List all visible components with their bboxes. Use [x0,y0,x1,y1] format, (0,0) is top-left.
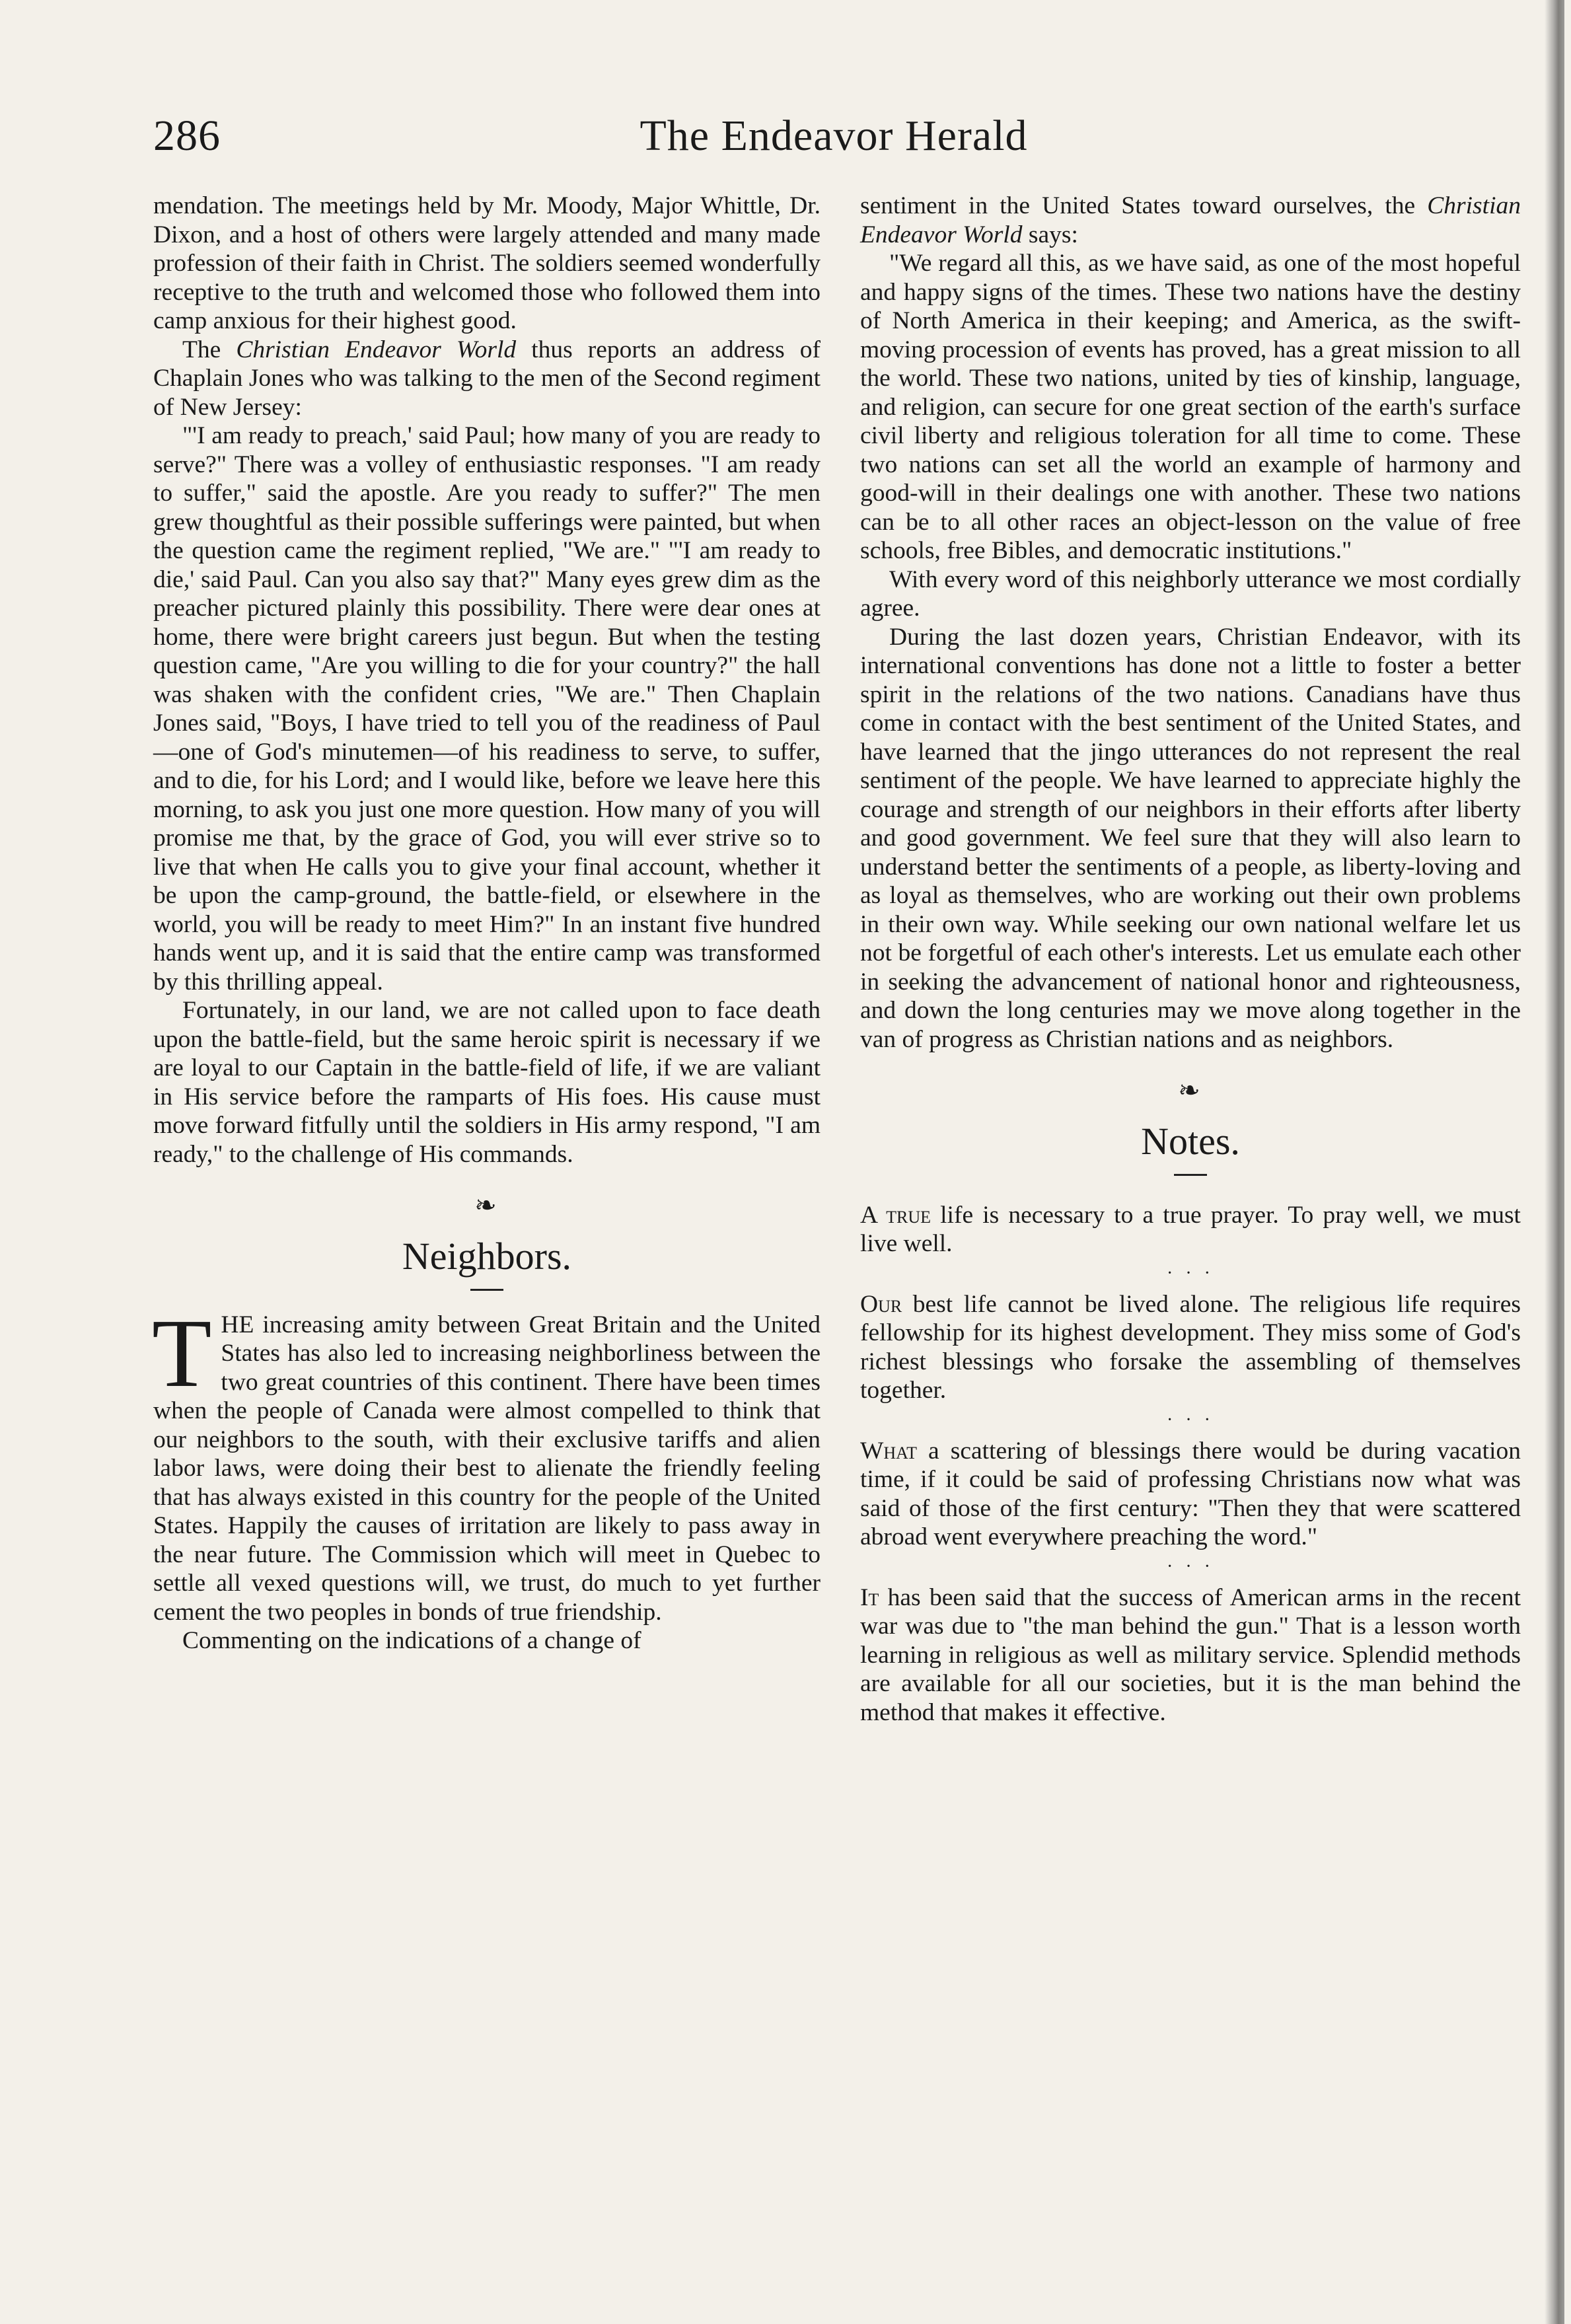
note-item [860,1437,1521,1552]
title-rule [470,1289,503,1291]
sentiment-before: sentiment in the United States toward ourselves, the [860,192,1428,219]
note-lead: Our [860,1290,902,1318]
binding-edge [1545,0,1564,2324]
note-separator: · · · [1167,1556,1214,1577]
note-text: a scattering of blessings there would be during vacation time, if it could be said of professing Christians now what was said of those of the first century: "Then they that were scattered abroad went everywhere preaching the word." [860,1437,1521,1550]
neighbors-second-paragraph: Commenting on the indications of a change of [182,1627,641,1654]
title-rule [1174,1174,1207,1176]
note-lead: What [860,1437,917,1465]
during-paragraph: During the last dozen years, Christian Endeavor, with its international conventions has done not a little to foster a better spirit in the relations of the two nations. Canadians have thus come in contact with the best sentiment of the United States, and have learned that the jingo utterances do not represent the real sentiment of the people. We have learned to appreciate highly the courage and strength of our neighbors in their efforts after liberty and good government. We feel sure that they will also learn to understand better the sentiments of a people, as liberty-loving and as loyal as themselves, who are working out their own problems in their own way. While seeking our own national welfare let us not be forgetful of each other's interests. Let us emulate each other in seeking the advancement of national honor and righteousness, and down the long centuries may we move along together in the van of progress as Christian nations and as neighbors. [860,623,1521,1053]
sentiment-paragraph [860,192,1521,249]
page-number: 286 [153,112,221,160]
drop-cap: T [152,1299,212,1408]
report-intro-paragraph [153,336,821,422]
agree-paragraph: With every word of this neighborly utterance we most cordially agree. [860,565,1521,622]
note-text: best life cannot be lived alone. The religious life requires fellowship for its highest development. They miss some of God's richest blessings who forsake the assembling of themselves together. [860,1290,1521,1404]
note-lead: It [860,1583,879,1611]
note-separator: · · · [1167,1262,1214,1284]
section-ornament: ❧ [474,1190,499,1220]
neighbors-title: Neighbors. [402,1234,572,1278]
publication-name: Christian Endeavor World [236,336,517,363]
notes-title: Notes. [1141,1119,1240,1163]
note-item [860,1201,1521,1258]
continued-paragraph: mendation. The meetings held by Mr. Moody, Major Whittle, Dr. Dixon, and a host of others were largely attended and many made profession of their faith in Christ. The soldiers seemed wonderfully receptive to the truth and welcomed those who followed them into camp anxious for their highest good. [153,192,821,334]
closing-paragraph: Fortunately, in our land, we are not called upon to face death upon the battle-field, but the same heroic spirit is necessary if we are loyal to our Captain in the battle-field of life, if we are valiant in His service before the ramparts of His foes. His cause must move forward fitfully until the soldiers in His army respond, "I am ready," to the challenge of His commands. [153,997,821,1168]
note-separator: · · · [1167,1409,1214,1430]
note-lead: A true [860,1201,932,1229]
note-item [860,1290,1521,1405]
note-text: life is necessary to a true prayer. To pray well, we must live well. [860,1201,1521,1257]
note-text: has been said that the success of American arms in the recent war was due to "the man behind the gun." That is a lesson worth learning in religious as well as military service. Splendid methods are available for all our societies, but it is the man behind the method that makes it effective. [860,1583,1521,1726]
report-intro-before: The [182,336,237,363]
publication-name: Christian Endeavor World [860,192,1521,248]
chaplain-quote-paragraph: "'I am ready to preach,' said Paul; how many of you are ready to serve?" There was a volley of enthusiastic responses. "I am ready to suffer," said the apostle. Are you ready to suffer?" The men grew thoughtful as their possible sufferings were painted, but when the question came the regiment replied, "We are." "'I am ready to die,' said Paul. Can you also say that?" Many eyes grew dim as the preacher pictured plainly this possibility. There were dear ones at home, there were bright careers just begun. But when the testing question came, "Are you willing to die for your country?" the hall was shaken with the confident cries, "We are." Then Chaplain Jones said, "Boys, I have tried to tell you of the readiness of Paul—one of God's minutemen—of his readiness to serve, to suffer, and to die, for his Lord; and I would like, before we leave here this morning, to ask you just one more question. How many of you will promise me that, by the grace of God, you will ever strive so to live that when He calls you to give your final account, whether it be upon the camp-ground, the battle-field, or elsewhere in the world, you will be ready to meet Him?" In an instant five hundred hands went up, and it is said that the entire camp was transformed by this thrilling appeal. [153,422,821,996]
section-ornament: ❧ [1178,1075,1203,1105]
left-column [153,192,821,1655]
running-title: The Endeavor Herald [639,112,1028,160]
sentiment-after: says: [1022,221,1078,248]
report-intro-after: thus reports an address of Chaplain Jones who was talking to the men of the Second regiment of New Jersey: [153,336,821,421]
neighbors-first-paragraph [152,1299,821,1627]
note-item [860,1583,1521,1727]
world-quote-paragraph: "We regard all this, as we have said, as one of the most hopeful and happy signs of the times. These two nations have the destiny of North America in their keeping; and America, as the swift-moving procession of events has proved, has a great mission to all the world. These two nations, united by ties of kinship, language, and religion, can secure for one great section of the earth's surface civil liberty and religious toleration for all time to come. These two nations can set all the world an example of harmony and good-will in their dealings one with another. These two nations can be to all other races an object-lesson on the value of free schools, free Bibles, and democratic institutions." [860,250,1521,564]
right-column [860,192,1521,1727]
neighbors-first-text: HE increasing amity between Great Britain and the United States has also led to increasing neighborliness between the two great countries of this continent. There have been times when the people of Canada were almost compelled to think that our neighbors to the south, with their exclusive tariffs and alien labor laws, were doing their best to alienate the friendly feeling that has always existed in this country for the people of the United States. Happily the causes of irritation are likely to pass away in the near future. The Commission which will meet in Quebec to settle all vexed questions will, we trust, do much to yet further cement the two peoples in bonds of true friendship. [153,1311,821,1626]
page-header [153,99,1514,172]
